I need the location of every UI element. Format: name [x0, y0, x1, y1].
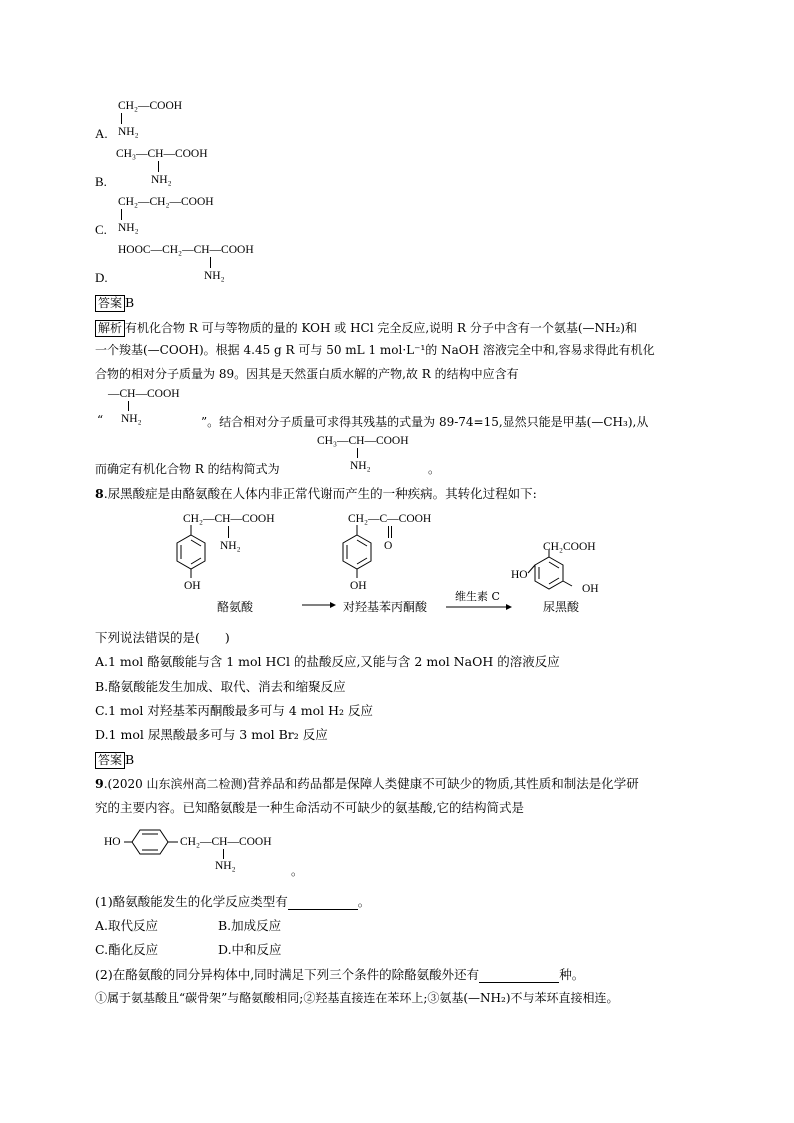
question-8-option-d: D.1 mol 尿黑酸最多可与 3 mol Br₂ 反应 [95, 727, 328, 742]
mol1-oh: OH [184, 580, 201, 592]
subquestion-text: (2)在酪氨酸的同分异构体中,同时满足下列三个条件的除酪氨酸外还有 [95, 967, 480, 982]
question-9-stem-line-1 [95, 774, 639, 792]
mol2-name: 对羟基苯丙酮酸 [343, 600, 428, 614]
question-9-stem-line-2: 究的主要内容。已知酪氨酸是一种生命活动不可缺少的氨基酸,它的结构简式是 [95, 800, 524, 815]
mol2-o: O [384, 540, 393, 552]
answer-tag: 答案 [95, 752, 125, 769]
bond-line [223, 849, 224, 859]
subquestion-text: (1)酪氨酸能发生的化学反应类型有 [95, 894, 288, 909]
arrow-icon [446, 602, 512, 612]
final-formula-bottom: NH₂ [350, 460, 371, 472]
bond-line [128, 401, 129, 411]
answer-blank[interactable] [479, 967, 559, 983]
question-8-option-a: A.1 mol 酪氨酸能与含 1 mol HCl 的盐酸反应,又能与含 2 mol NaOH 的溶液反应 [95, 654, 560, 669]
question-text: 营养品和药品都是保障人类健康不可缺少的物质,其性质和制法是化学研 [247, 776, 639, 791]
question-8-option-c: C.1 mol 对羟基苯丙酮酸最多可与 4 mol H₂ 反应 [95, 703, 374, 718]
subquestion-2-conditions: ①属于氨基酸且“碳骨架”与酪氨酸相同;②羟基直接连在苯环上;③氨基(—NH₂)不与苯环直接相连。 [95, 991, 619, 1005]
option-a-formula-top: CH₂—COOH [118, 100, 183, 112]
mol-nh2: NH₂ [215, 860, 236, 872]
option-c-formula-top: CH₂—CH₂—COOH [118, 196, 214, 208]
mol3-chain: CH₂COOH [543, 541, 596, 553]
arrow-label: 维生素 C [455, 590, 500, 603]
answer-blank[interactable] [288, 894, 358, 910]
answer-value: B [125, 295, 135, 310]
subquestion-2 [95, 965, 584, 983]
mol1-nh2: NH₂ [220, 540, 241, 552]
option-d-label: D. [95, 270, 108, 285]
bond-line [158, 161, 159, 172]
analysis-line-2: 一个羧基(—COOH)。根据 4.45 g R 可与 50 mL 1 mol·L⁻¹的 NaOH 溶液完全中和,容易求得此有机化 [95, 343, 655, 357]
mol2-chain: CH₂—C—COOH [348, 513, 432, 525]
question-number: 8 [95, 486, 104, 501]
subquestion-1-option-c: C.酯化反应 [95, 942, 159, 957]
analysis-tag: 解析 [95, 320, 125, 337]
question-8-prompt: 下列说法错误的是( ) [95, 630, 230, 645]
fragment-formula-top: —CH—COOH [108, 388, 180, 400]
option-b-formula-top: CH₃—CH—COOH [116, 148, 208, 160]
benzene-ring-icon [124, 826, 184, 866]
analysis-line-5: 而确定有机化合物 R 的结构简式为 [95, 462, 280, 476]
mol1-name: 酪氨酸 [217, 600, 254, 614]
mol3-ho: HO [511, 569, 528, 581]
bond-line [121, 113, 122, 124]
question-8-stem [95, 484, 537, 502]
bond-line [121, 209, 122, 220]
answer-value: B [125, 752, 135, 767]
quote-open: “ [97, 413, 104, 427]
question-8-option-b: B.酪氨酸能发生加成、取代、消去和缩聚反应 [95, 679, 346, 694]
bond-line [388, 526, 389, 538]
mol3-name: 尿黑酸 [543, 600, 580, 614]
end-mark: 。 [357, 894, 371, 909]
question-number: 9 [95, 776, 104, 791]
subquestion-1 [95, 892, 370, 910]
answer-row [95, 292, 134, 312]
option-b-label: B. [95, 174, 107, 189]
option-a-label: A. [95, 126, 108, 141]
option-a-formula-bottom: NH₂ [118, 126, 139, 138]
question-text: .尿黑酸症是由酪氨酸在人体内非正常代谢而产生的一种疾病。其转化过程如下: [103, 486, 537, 501]
bond-line [357, 448, 358, 458]
option-d-formula-top: HOOC—CH₂—CH—COOH [118, 244, 254, 256]
option-c-formula-bottom: NH₂ [118, 222, 139, 234]
mol2-oh: OH [350, 580, 367, 592]
bond-line [228, 526, 229, 538]
end-mark: 种。 [559, 967, 585, 982]
fragment-formula-bottom: NH₂ [121, 413, 142, 425]
analysis-line-3: 合物的相对分子质量为 89。因其是天然蛋白质水解的产物,故 R 的结构中应含有 [95, 367, 519, 381]
question-source: .(2020 山东滨州高二检测) [103, 777, 248, 791]
mol3-oh: OH [582, 583, 599, 595]
option-b-formula-bottom: NH₂ [151, 174, 172, 186]
subquestion-1-option-a: A.取代反应 [95, 918, 159, 933]
arrow-icon [302, 600, 336, 610]
subquestion-1-option-d: D.中和反应 [218, 942, 282, 957]
option-c-label: C. [95, 222, 107, 237]
mol-chain: CH₂—CH—COOH [180, 836, 272, 848]
analysis-line-4: ”。结合相对分子质量可求得其残基的式量为 89-74=15,显然只能是甲基(—CH₃),从 [201, 415, 649, 429]
mol1-chain: CH₂—CH—COOH [183, 513, 275, 525]
analysis-line-1 [95, 317, 637, 337]
end-mark: 。 [291, 864, 304, 878]
option-d-formula-bottom: NH₂ [204, 270, 225, 282]
mol-ho: HO [104, 836, 121, 848]
final-formula-top: CH₃—CH—COOH [317, 435, 409, 447]
bond-line [391, 526, 392, 538]
bond-line [210, 257, 211, 268]
subquestion-1-option-b: B.加成反应 [218, 918, 282, 933]
analysis-text: 有机化合物 R 可与等物质的量的 KOH 或 HCl 完全反应,说明 R 分子中含有一个氨基(—NH₂)和 [125, 321, 637, 335]
answer-row [95, 749, 134, 769]
answer-tag: 答案 [95, 295, 125, 312]
end-mark: 。 [428, 462, 441, 476]
